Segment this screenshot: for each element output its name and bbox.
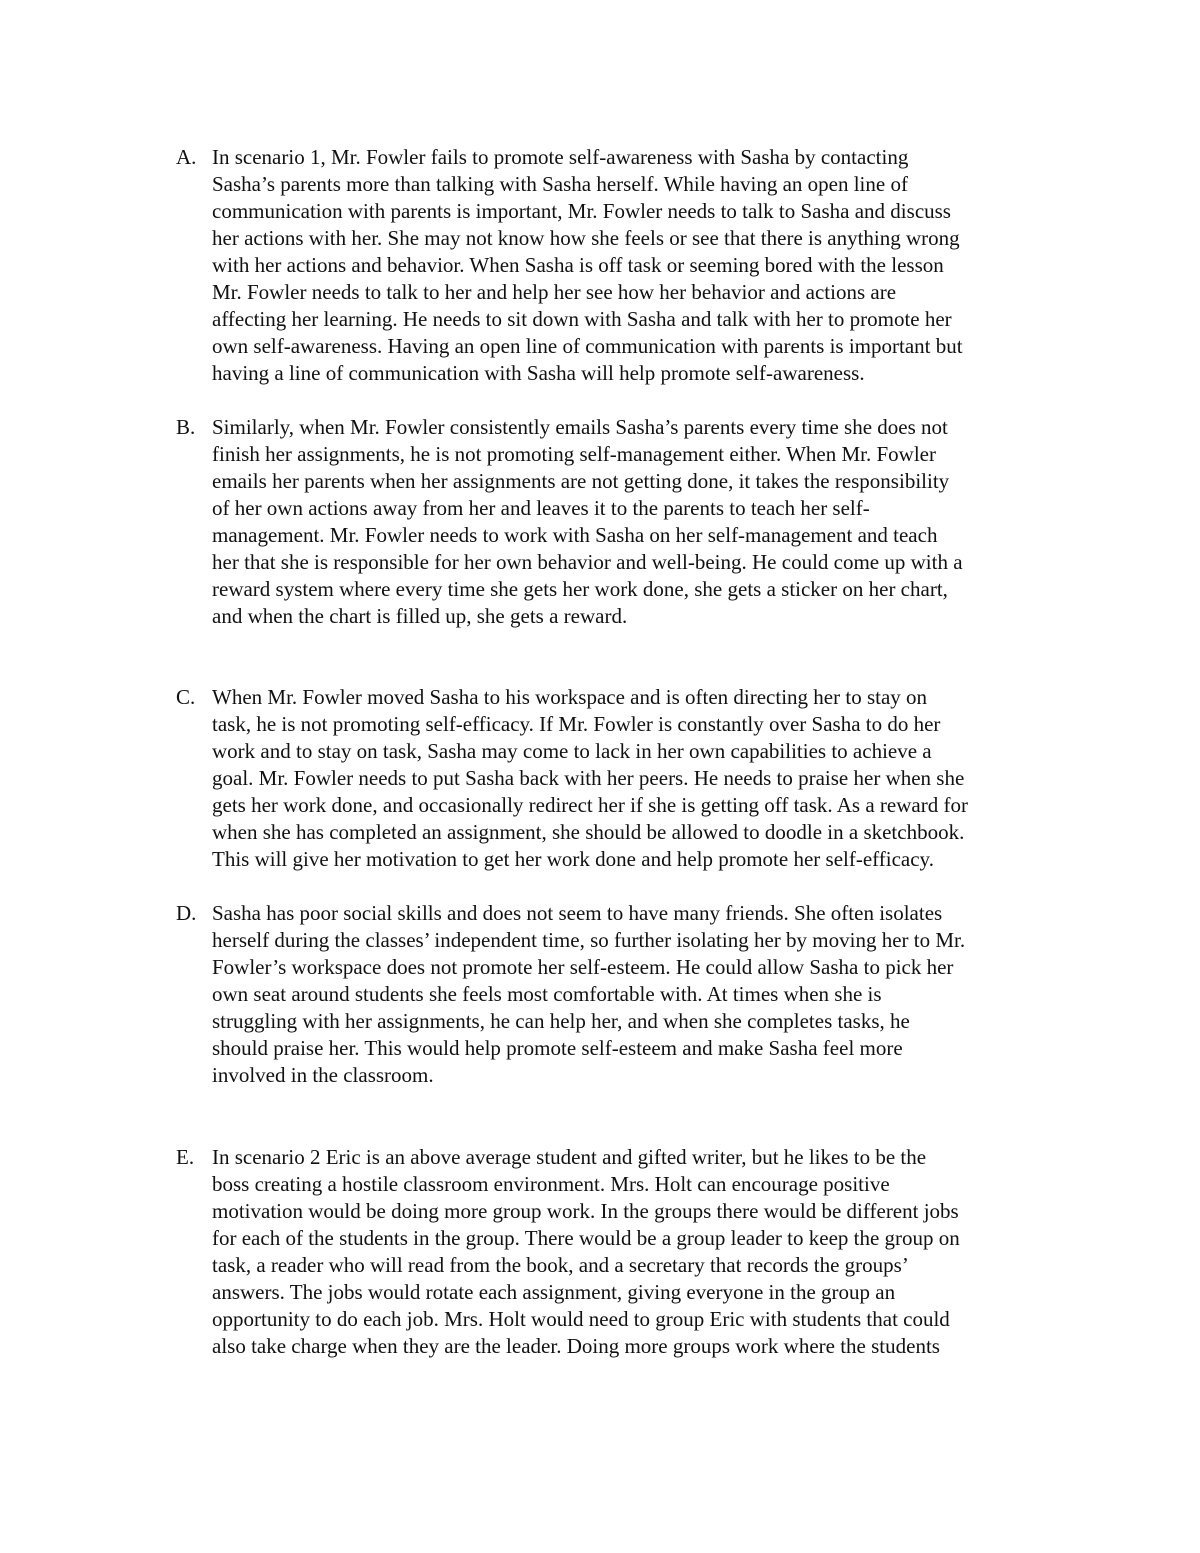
text-line: having a line of communication with Sasha will help promote self-awareness. [212, 361, 865, 385]
paragraph [212, 900, 1072, 1089]
text-line: communication with parents is important, Mr. Fowler needs to talk to Sasha and discuss [212, 199, 951, 223]
text-line: her actions with her. She may not know how she feels or see that there is anything wrong [212, 226, 960, 250]
text-line: involved in the classroom. [212, 1063, 434, 1087]
text-line: affecting her learning. He needs to sit down with Sasha and talk with her to promote her [212, 307, 952, 331]
paragraph [212, 684, 1072, 873]
text-line: work and to stay on task, Sasha may come to lack in her own capabilities to achieve a [212, 739, 932, 763]
text-line: Sasha has poor social skills and does not seem to have many friends. She often isolates [212, 901, 943, 925]
text-line: when she has completed an assignment, she should be allowed to doodle in a sketchbook. [212, 820, 965, 844]
text-line: also take charge when they are the leader. Doing more groups work where the students [212, 1334, 940, 1358]
text-line: with her actions and behavior. When Sasha is off task or seeming bored with the lesson [212, 253, 944, 277]
list-marker: E. [176, 1145, 195, 1169]
text-line: boss creating a hostile classroom environment. Mrs. Holt can encourage positive [212, 1172, 890, 1196]
text-line: finish her assignments, he is not promoting self-management either. When Mr. Fowler [212, 442, 936, 466]
text-line: emails her parents when her assignments are not getting done, it takes the responsibility [212, 469, 950, 493]
text-line: answers. The jobs would rotate each assignment, giving everyone in the group an [212, 1280, 896, 1304]
paragraph [212, 414, 1072, 630]
text-line: Fowler’s workspace does not promote her self-esteem. He could allow Sasha to pick her [212, 955, 954, 979]
text-line: task, he is not promoting self-efficacy. If Mr. Fowler is constantly over Sasha to do her [212, 712, 941, 736]
text-line: opportunity to do each job. Mrs. Holt would need to group Eric with students that could [212, 1307, 950, 1331]
text-line: of her own actions away from her and leaves it to the parents to teach her self- [212, 496, 870, 520]
text-line: and when the chart is filled up, she gets a reward. [212, 604, 628, 628]
text-line: own self-awareness. Having an open line of communication with parents is important but [212, 334, 963, 358]
paragraph [212, 1144, 1072, 1360]
text-line: In scenario 2 Eric is an above average student and gifted writer, but he likes to be the [212, 1145, 927, 1169]
text-line: herself during the classes’ independent time, so further isolating her by moving her to Mr. [212, 928, 966, 952]
text-line: for each of the students in the group. There would be a group leader to keep the group on [212, 1226, 960, 1250]
text-line: management. Mr. Fowler needs to work with Sasha on her self-management and teach [212, 523, 938, 547]
text-line: Mr. Fowler needs to talk to her and help her see how her behavior and actions are [212, 280, 897, 304]
list-marker: A. [176, 145, 197, 169]
list-marker: B. [176, 415, 196, 439]
text-line: motivation would be doing more group work. In the groups there would be different jobs [212, 1199, 959, 1223]
text-line: gets her work done, and occasionally redirect her if she is getting off task. As a reward for [212, 793, 968, 817]
list-marker: C. [176, 685, 196, 709]
text-line: struggling with her assignments, he can help her, and when she completes tasks, he [212, 1009, 910, 1033]
text-line: goal. Mr. Fowler needs to put Sasha back with her peers. He needs to praise her when she [212, 766, 965, 790]
text-line: Similarly, when Mr. Fowler consistently emails Sasha’s parents every time she does not [212, 415, 948, 439]
text-line: When Mr. Fowler moved Sasha to his workspace and is often directing her to stay on [212, 685, 928, 709]
text-line: own seat around students she feels most comfortable with. At times when she is [212, 982, 882, 1006]
list-marker: D. [176, 901, 197, 925]
paragraph [212, 144, 1072, 387]
text-line: her that she is responsible for her own behavior and well-being. He could come up with a [212, 550, 963, 574]
text-line: Sasha’s parents more than talking with Sasha herself. While having an open line of [212, 172, 908, 196]
text-line: reward system where every time she gets her work done, she gets a sticker on her chart, [212, 577, 948, 601]
text-line: should praise her. This would help promote self-esteem and make Sasha feel more [212, 1036, 903, 1060]
text-line: In scenario 1, Mr. Fowler fails to promote self-awareness with Sasha by contacting [212, 145, 909, 169]
text-line: This will give her motivation to get her work done and help promote her self-efficacy. [212, 847, 934, 871]
text-line: task, a reader who will read from the book, and a secretary that records the groups’ [212, 1253, 909, 1277]
